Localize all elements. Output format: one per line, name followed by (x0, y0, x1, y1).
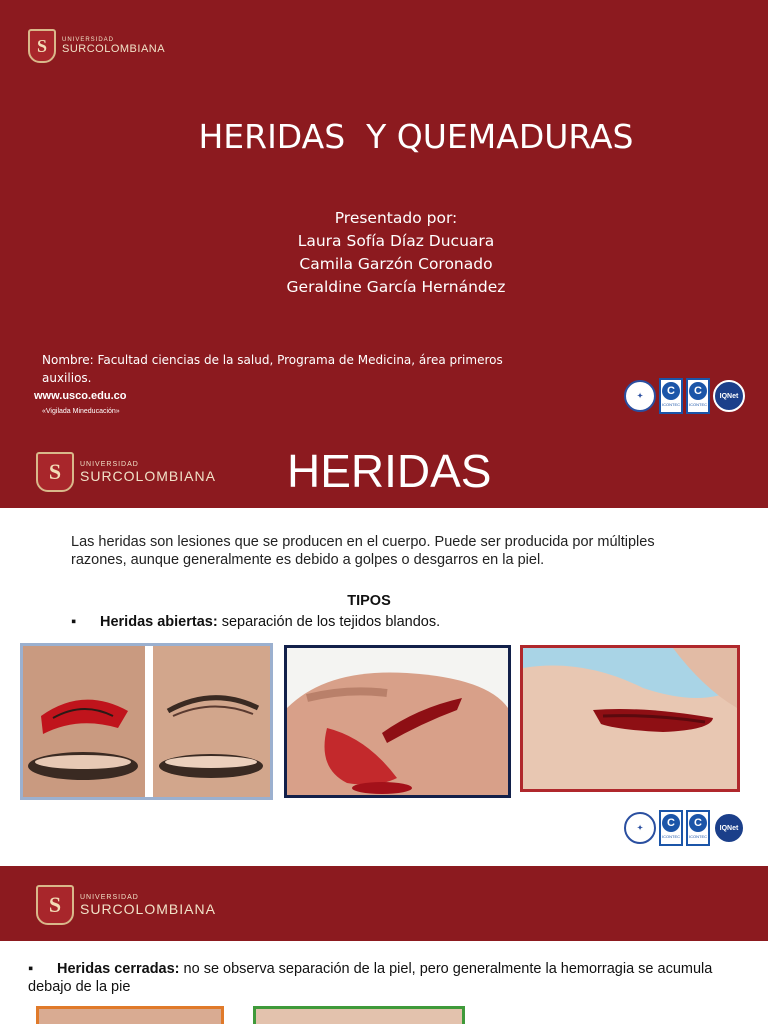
university-shield-icon: S (28, 29, 56, 63)
iso-badge-icon: C ICONTEC (686, 378, 710, 414)
slide-title: HERIDAS (287, 445, 492, 497)
slide-header (0, 866, 768, 941)
university-shield-icon: S (36, 885, 74, 925)
logo-university-name: SURCOLOMBIANA (80, 900, 216, 917)
university-logo (36, 452, 216, 492)
bullet-label: Heridas cerradas: (57, 961, 180, 977)
iso-badge-icon: C ICONTEC (686, 810, 710, 846)
logo-university-label: UNIVERSIDAD (80, 460, 139, 468)
bullet-open-wounds (71, 614, 440, 630)
wound-foot-photo (520, 645, 740, 792)
bullet-icon: ▪ (71, 614, 77, 630)
presented-by-label: Presentado por: (334, 209, 458, 227)
colombia-seal-icon: ✦ (624, 380, 656, 412)
website-link[interactable]: www.usco.edu.co (34, 390, 127, 402)
closed-wound-photo (253, 1006, 465, 1024)
logo-university-label: UNIVERSIDAD (62, 37, 115, 43)
certification-badges (624, 810, 745, 846)
presentation-title: HERIDAS Y QUEMADURAS (198, 117, 634, 156)
vigilada-note: «Vigilada Mineducación» (42, 408, 120, 415)
university-shield-icon: S (36, 452, 74, 492)
course-info: Nombre: Facultad ciencias de la salud, Programa de Medicina, área primeros auxilios. (42, 353, 503, 385)
colombia-seal-icon: ✦ (624, 812, 656, 844)
bullet-text: no se observa separación de la piel, pero generalmente la hemorragia se acumula debajo de la pie (28, 961, 713, 995)
author-name: Geraldine García Hernández (286, 278, 506, 296)
logo-university-name: SURCOLOMBIANA (80, 467, 216, 484)
bullet-label: Heridas abiertas: (100, 614, 218, 630)
wound-eyebrow-photo (20, 643, 273, 800)
university-logo (36, 885, 216, 925)
icontec-badge-icon: C ICONTEC (659, 378, 683, 414)
wound-hand-photo (284, 645, 511, 798)
university-logo (28, 29, 165, 63)
author-name: Camila Garzón Coronado (299, 255, 493, 273)
intro-paragraph: Las heridas son lesiones que se producen en el cuerpo. Puede ser producida por múltiples razones, aunque generalmente es debido a golpes o desgarros en la piel. (71, 534, 655, 568)
iqnet-badge-icon: IQNet (713, 812, 745, 844)
closed-wound-photo (36, 1006, 224, 1024)
logo-university-label: UNIVERSIDAD (80, 893, 139, 901)
iqnet-badge-icon: IQNet (713, 380, 745, 412)
presenters-block (0, 207, 768, 299)
title-slide (0, 0, 768, 425)
bullet-icon: ▪ (28, 961, 34, 977)
certification-badges (624, 378, 745, 414)
bullet-text: separación de los tejidos blandos. (217, 614, 441, 630)
types-heading: TIPOS (347, 593, 391, 609)
logo-university-name: SURCOLOMBIANA (62, 43, 166, 55)
icontec-badge-icon: C ICONTEC (659, 810, 683, 846)
author-name: Laura Sofía Díaz Ducuara (297, 232, 495, 250)
bullet-closed-wounds (28, 960, 728, 996)
